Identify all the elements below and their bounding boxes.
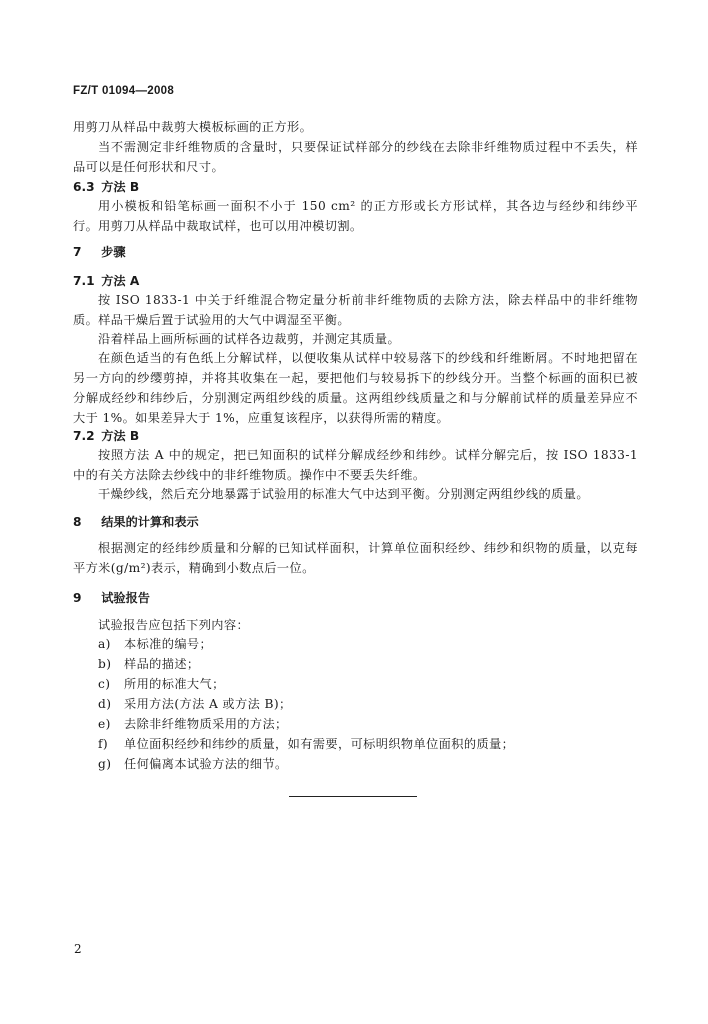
section-heading-6-3 <box>73 177 139 197</box>
paragraph: 用剪刀从样品中裁剪大模板标画的正方形。 <box>73 120 313 134</box>
section-number: 9 <box>73 591 82 605</box>
section-number: 6.3 <box>73 180 95 194</box>
list-item-text: 单位面积经纱和纬纱的质量，如有需要，可标明织物单位面积的质量； <box>124 737 515 751</box>
paragraph: 在颜色适当的有色纸上分解试样，以便收集从试样中较易落下的纱线和纤维断屑。不时地把留在另一方向的纱缨剪掉，并将其收集在一起，要把他们与较易拆下的纱线分开。当整个标画的面积已被分解成经纱和纬纱后，分别测定两组纱线的质量。这两组纱线质量之和与分解前试样的质量差异应不大于 1%。如果差异大于 1%，应重复该程序，以获得所需的精度。 <box>73 351 638 425</box>
list-item <box>98 674 225 694</box>
standard-code-header: FZ/T 01094—2008 <box>73 85 175 97</box>
section-title: 方法 B <box>101 180 140 194</box>
list-item <box>98 654 200 674</box>
paragraph: 根据测定的经纬纱质量和分解的已知试样面积，计算单位面积经纱、纬纱和织物的质量，以克每平方米(g/m²)表示，精确到小数点后一位。 <box>73 541 638 575</box>
list-item-text: 任何偏离本试验方法的细节。 <box>124 757 288 771</box>
section-heading-7-2 <box>73 426 139 446</box>
list-item <box>98 714 288 734</box>
paragraph: 按 ISO 1833-1 中关于纤维混合物定量分析前非纤维物质的去除方法，除去样品中的非纤维物质。样品干燥后置于试验用的大气中调湿至平衡。 <box>73 293 638 327</box>
list-item <box>98 734 514 754</box>
list-item <box>98 634 212 654</box>
section-number: 7.1 <box>73 274 95 288</box>
section-title: 试验报告 <box>101 591 150 605</box>
section-title: 方法 B <box>101 429 140 443</box>
list-item-text: 去除非纤维物质采用的方法； <box>124 717 288 731</box>
section-heading-7-1 <box>73 271 139 291</box>
section-heading-8 <box>73 512 199 532</box>
paragraph: 沿着样品上画所标画的试样各边裁剪，并测定其质量。 <box>98 332 401 346</box>
section-number: 8 <box>73 515 82 529</box>
list-item-text: 所用的标准大气； <box>124 677 225 691</box>
paragraph: 干燥纱线，然后充分地暴露于试验用的标准大气中达到平衡。分别测定两组纱线的质量。 <box>98 487 589 501</box>
list-item <box>98 754 288 774</box>
section-heading-7 <box>73 242 126 262</box>
section-number: 7.2 <box>73 429 95 443</box>
paragraph: 按照方法 A 中的规定，把已知面积的试样分解成经纱和纬纱。试样分解完后，按 ISO 1833-1 中的有关方法除去纱线中的非纤维物质。操作中不要丢失纤维。 <box>73 448 638 482</box>
end-of-document-rule <box>289 796 417 797</box>
list-item-text: 采用方法(方法 A 或方法 B)； <box>124 697 292 711</box>
page-number: 2 <box>74 942 82 956</box>
section-title: 方法 A <box>101 274 140 288</box>
paragraph: 试验报告应包括下列内容： <box>98 618 250 632</box>
paragraph: 用小模板和铅笔标画一面积不小于 150 cm² 的正方形或长方形试样，其各边与经纱和纬纱平行。用剪刀从样品中裁取试样，也可以用冲模切割。 <box>73 199 638 233</box>
section-number: 7 <box>73 245 82 259</box>
section-title: 结果的计算和表示 <box>101 515 199 529</box>
list-item-label: e) <box>98 717 111 731</box>
list-item-label: d) <box>98 697 112 711</box>
paragraph: 当不需测定非纤维物质的含量时，只要保证试样部分的纱线在去除非纤维物质过程中不丢失，样品可以是任何形状和尺寸。 <box>73 140 638 174</box>
list-item-label: a) <box>98 637 111 651</box>
list-item-label: b) <box>98 657 112 671</box>
list-item-text: 样品的描述； <box>124 657 200 671</box>
section-title: 步骤 <box>101 245 126 259</box>
section-heading-9 <box>73 588 150 608</box>
list-item-label: f) <box>98 737 109 751</box>
list-item-label: g) <box>98 757 112 771</box>
list-item-label: c) <box>98 677 111 691</box>
list-item <box>98 694 292 714</box>
list-item-text: 本标准的编号； <box>124 637 213 651</box>
